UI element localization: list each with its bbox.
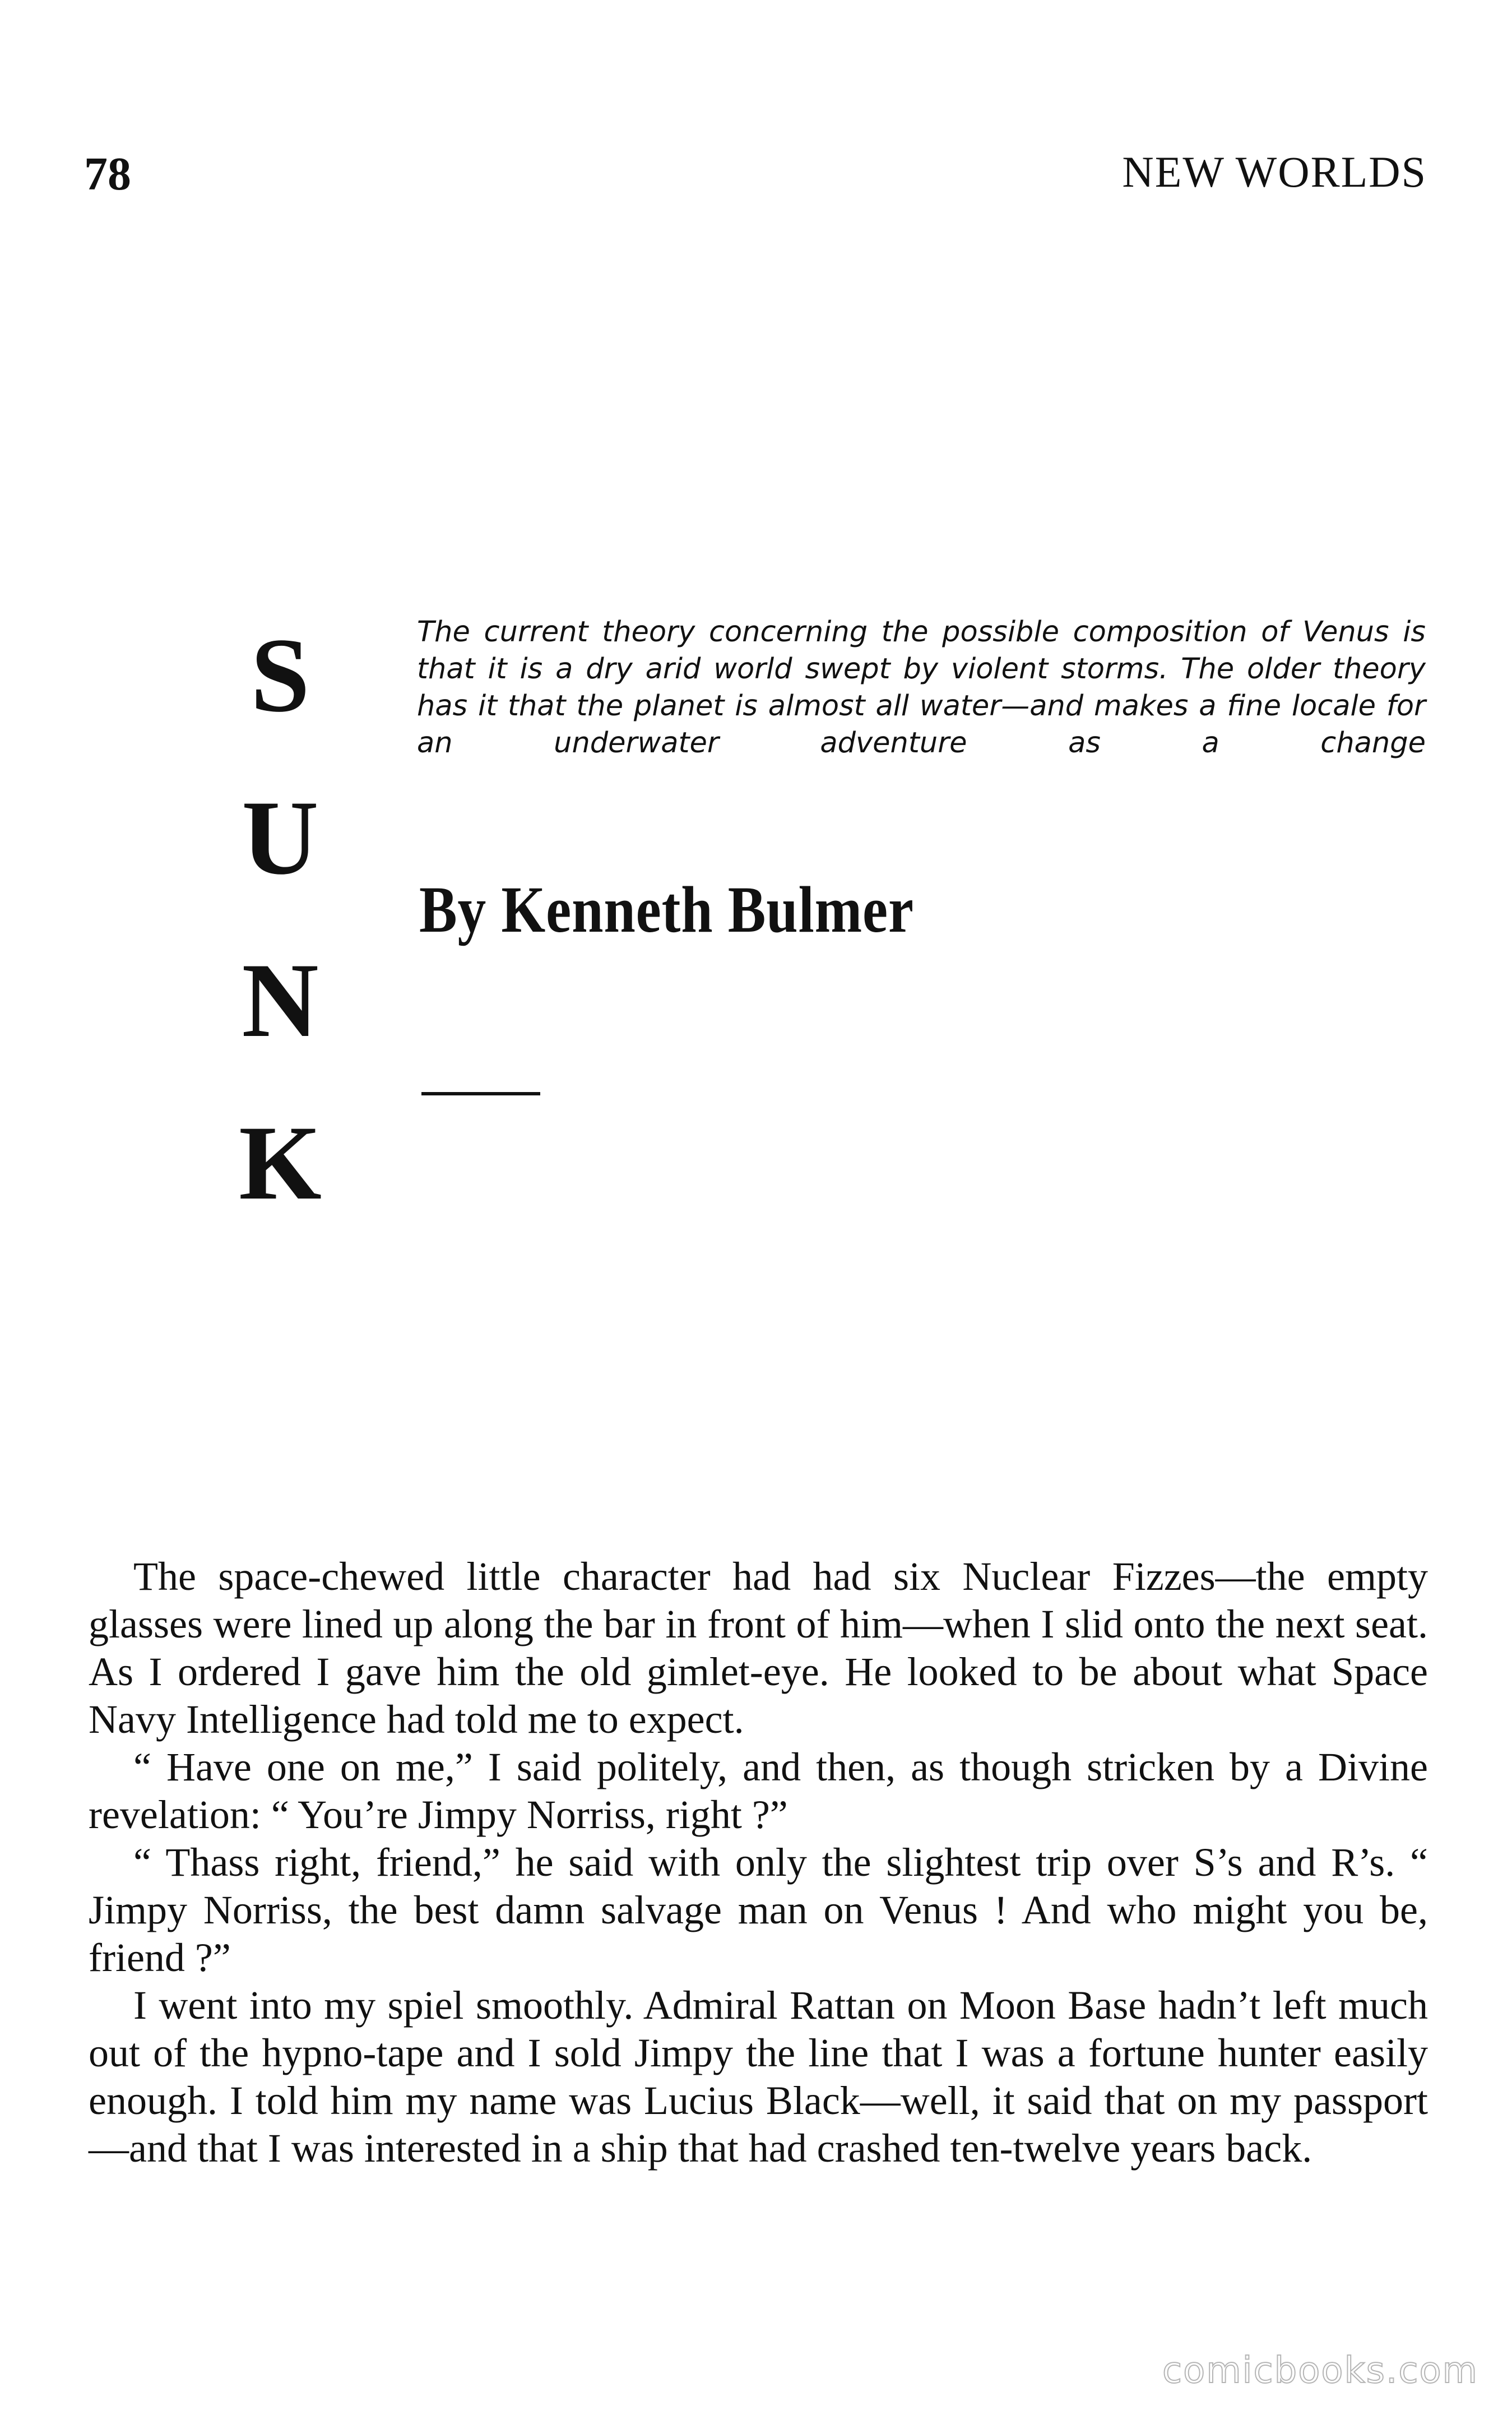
watermark-logo: comicbooks.com bbox=[1162, 2350, 1478, 2391]
title-letter: S bbox=[251, 617, 310, 734]
paragraph: “ Thass right, friend,” he said with only the slightest trip over S’s and R’s. “ Jimpy Norriss, the best damn salvage man on Venus ! And who might you be, friend ?” bbox=[89, 1840, 1428, 1980]
story-title bbox=[235, 594, 325, 1245]
paragraph: “ Have one on me,” I said politely, and then, as though stricken by a Divine revelation: “ You’re Jimpy Norriss, right ?” bbox=[89, 1745, 1428, 1837]
title-letter: U bbox=[242, 779, 319, 897]
title-letter: N bbox=[242, 942, 319, 1060]
title-letter: K bbox=[239, 1104, 322, 1222]
running-head: NEW WORLDS bbox=[1122, 147, 1427, 196]
story-body bbox=[89, 1553, 1428, 2172]
page-number: 78 bbox=[84, 148, 131, 200]
paragraph: The space-chewed little character had had six Nuclear Fizzes—the empty glasses were lined up along the bar in front of him—when I slid onto the next seat. As I ordered I gave him the old gimlet-eye. He looked to be about what Space Navy Intelligence had told me to expect. bbox=[89, 1554, 1428, 1742]
story-blurb: The current theory concerning the possible composition of Venus is that it is a dry arid world swept by violent storms. The older theory has it that the planet is almost all water—and makes a fine locale for an underwater adventure as a change bbox=[417, 616, 1426, 760]
byline: By Kenneth Bulmer bbox=[419, 873, 914, 946]
paragraph: I went into my spiel smoothly. Admiral Rattan on Moon Base hadn’t left much out of the hypno-tape and I sold Jimpy the line that I was a fortune hunter easily enough. I told him my name was Lucius Black—well, it said that on my passport—and that I was interested in a ship that had crashed ten-twelve years back. bbox=[89, 1983, 1428, 2171]
title-rule bbox=[421, 1092, 540, 1095]
